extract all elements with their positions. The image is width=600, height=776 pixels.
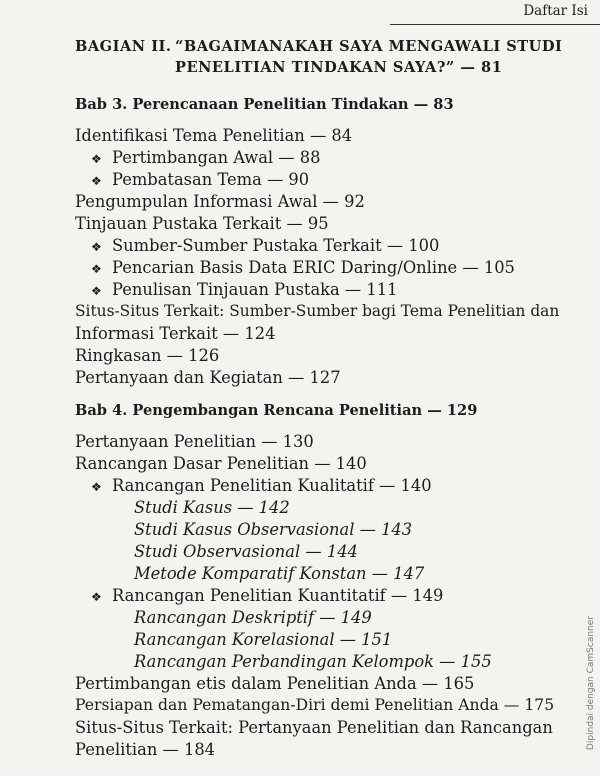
toc-entry: Pengumpulan Informasi Awal — 92 (75, 192, 365, 211)
toc-entry: Pertimbangan etis dalam Penelitian Anda — 165 (75, 674, 475, 693)
part-label: BAGIAN II. (75, 38, 172, 55)
toc-subentry: Studi Kasus — 142 (134, 498, 290, 517)
bullet-icon: ❖ (91, 152, 102, 166)
running-header-title: Daftar Isi (523, 3, 588, 19)
toc-entry: Persiapan dan Pematangan-Diri demi Penelitian Anda — 175 (75, 696, 555, 714)
toc-subentry: Rancangan Korelasional — 151 (134, 630, 393, 649)
toc-entry: Rancangan Penelitian Kualitatif — 140 (112, 476, 432, 495)
toc-subentry: Studi Observasional — 144 (134, 542, 358, 561)
toc-entry: Ringkasan — 126 (75, 346, 220, 365)
bullet-icon: ❖ (91, 284, 102, 298)
toc-entry: Rancangan Dasar Penelitian — 140 (75, 454, 367, 473)
bullet-icon: ❖ (91, 262, 102, 276)
toc-entry: Pencarian Basis Data ERIC Daring/Online — 105 (112, 258, 515, 277)
scanner-watermark: Dipindai dengan CamScanner (586, 616, 596, 751)
toc-subentry: Metode Komparatif Konstan — 147 (134, 564, 425, 583)
toc-subentry: Rancangan Deskriptif — 149 (134, 608, 372, 627)
bullet-icon: ❖ (91, 590, 102, 604)
toc-entry: Penulisan Tinjauan Pustaka — 111 (112, 280, 398, 299)
toc-entry: Identifikasi Tema Penelitian — 84 (75, 126, 353, 145)
part-title-line-1: “BAGAIMANAKAH SAYA MENGAWALI STUDI (175, 38, 563, 55)
toc-entry: Pembatasan Tema — 90 (112, 170, 310, 189)
toc-entry: Penelitian — 184 (75, 740, 216, 759)
toc-entry: Informasi Terkait — 124 (75, 324, 276, 343)
toc-subentry: Studi Kasus Observasional — 143 (134, 520, 413, 539)
toc-entry: Sumber-Sumber Pustaka Terkait — 100 (112, 236, 440, 255)
toc-entry: Pertanyaan Penelitian — 130 (75, 432, 314, 451)
toc-entry: Tinjauan Pustaka Terkait — 95 (75, 214, 329, 233)
toc-entry: Pertimbangan Awal — 88 (112, 148, 321, 167)
chapter-3-heading: Bab 3. Perencanaan Penelitian Tindakan — 83 (75, 96, 454, 113)
chapter-4-heading: Bab 4. Pengembangan Rencana Penelitian — 129 (75, 402, 478, 419)
toc-subentry: Rancangan Perbandingan Kelompok — 155 (134, 652, 492, 671)
toc-entry: Pertanyaan dan Kegiatan — 127 (75, 368, 341, 387)
toc-entry: Situs-Situs Terkait: Pertanyaan Penelitian dan Rancangan (75, 718, 553, 737)
part-title-line-2: PENELITIAN TINDAKAN SAYA?” — 81 (175, 59, 503, 76)
running-header (390, 0, 600, 25)
bullet-icon: ❖ (91, 480, 102, 494)
toc-entry: Situs-Situs Terkait: Sumber-Sumber bagi Tema Penelitian dan (75, 302, 560, 320)
part-heading (75, 36, 562, 78)
toc-entry: Rancangan Penelitian Kuantitatif — 149 (112, 586, 444, 605)
bullet-icon: ❖ (91, 174, 102, 188)
bullet-icon: ❖ (91, 240, 102, 254)
